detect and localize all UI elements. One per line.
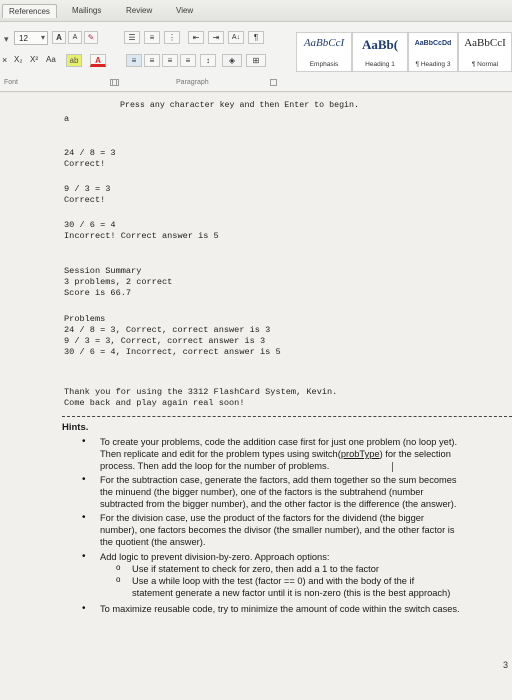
style-sample: AaBbCcI: [303, 37, 345, 49]
hint-sub-line: statement generate a new factor until it is non-zero (this is the best approach): [132, 588, 451, 598]
bullet-icon: •: [82, 512, 86, 523]
ribbon-tab-bar: [0, 0, 512, 22]
console-prompt: Press any character key and then Enter to begin.: [120, 101, 359, 110]
style-sample: AaBbCcI: [464, 37, 506, 49]
bullet-icon: •: [82, 474, 86, 485]
farewell-line: Thank you for using the 3312 FlashCard System, Kevin.: [64, 387, 338, 397]
tab-references[interactable]: References: [2, 4, 57, 18]
style-heading-3[interactable]: [408, 32, 458, 72]
align-center-icon[interactable]: ≡: [144, 54, 160, 67]
result-line: Incorrect! Correct answer is 5: [64, 231, 219, 241]
grow-font-button[interactable]: A: [52, 31, 66, 44]
bullets-icon[interactable]: ☰: [124, 31, 140, 44]
document-page[interactable]: [0, 93, 512, 700]
hint-line: Add logic to prevent division-by-zero. Approach options:: [100, 552, 330, 562]
page-number: 3: [502, 660, 508, 670]
probtype-text: probType: [340, 449, 380, 459]
style-heading-1[interactable]: [352, 32, 408, 72]
strikethrough-icon[interactable]: ×: [2, 55, 8, 65]
hint-line: the quotient (the answer).: [100, 537, 206, 547]
console-caret-input: a: [64, 114, 70, 124]
style-emphasis[interactable]: [296, 32, 352, 72]
shrink-font-button[interactable]: A: [68, 31, 82, 44]
style-name: ¶ Heading 3: [415, 61, 451, 68]
tab-review[interactable]: Review: [126, 6, 153, 15]
summary-count: 3 problems, 2 correct: [64, 277, 173, 287]
paragraph-dialog-launcher-icon[interactable]: [270, 79, 277, 86]
question-line: 9 / 3 = 3: [64, 184, 111, 194]
hint-sub-line: Use a while loop with the test (factor == 0) and with the body of the if: [132, 576, 415, 586]
style-sample: AaBb(: [361, 37, 399, 52]
font-size-select[interactable]: [14, 31, 48, 45]
bullet-icon: •: [82, 603, 86, 614]
highlight-color-icon[interactable]: ab: [66, 54, 82, 67]
justify-icon[interactable]: ≡: [180, 54, 196, 67]
numbering-icon[interactable]: ≡: [144, 31, 160, 44]
bullet-icon: •: [82, 436, 86, 447]
clear-formatting-icon[interactable]: ✎: [84, 31, 98, 44]
tab-view[interactable]: View: [176, 6, 194, 15]
question-line: 30 / 6 = 4: [64, 220, 116, 230]
ribbon: [0, 0, 512, 92]
hint-line: number), one factors becomes the divisor (the smaller number), and the other factor is: [100, 525, 455, 535]
summary-title: Session Summary: [64, 266, 142, 276]
bullet-icon: •: [82, 551, 86, 562]
paragraph-group-label: Paragraph: [176, 79, 209, 86]
subscript-button[interactable]: X₂: [14, 55, 23, 64]
farewell-line: Come back and play again real soon!: [64, 398, 245, 408]
font-size-dropdown-arrow-icon[interactable]: ▾: [4, 34, 9, 44]
sort-button[interactable]: A↓: [228, 31, 244, 44]
section-divider: [62, 416, 512, 417]
style-name: Heading 1: [365, 61, 395, 68]
font-group-label: Font: [4, 79, 19, 86]
result-line: Correct!: [64, 159, 106, 169]
show-formatting-button[interactable]: ¶: [248, 31, 264, 44]
align-right-icon[interactable]: ≡: [162, 54, 178, 67]
hint-sub-line: Use if statement to check for zero, then add a 1 to the factor: [132, 564, 380, 574]
hint-line: For the subtraction case, generate the factors, add them together so the sum becomes: [100, 475, 457, 485]
problem-line: 30 / 6 = 4, Incorrect, correct answer is 5: [64, 347, 281, 357]
hints-title: Hints.: [62, 422, 89, 433]
chevron-down-icon: ▾: [40, 33, 45, 42]
summary-score: Score is 66.7: [64, 288, 132, 298]
increase-indent-icon[interactable]: ⇥: [208, 31, 224, 44]
text-cursor-icon: [392, 462, 398, 472]
clipboard-dialog-launcher-icon[interactable]: [110, 79, 117, 86]
style-name: ¶ Normal: [471, 61, 499, 68]
line-spacing-icon[interactable]: ↕: [200, 54, 216, 67]
decrease-indent-icon[interactable]: ⇤: [188, 31, 204, 44]
question-line: 24 / 8 = 3: [64, 148, 116, 158]
problem-line: 24 / 8 = 3, Correct, correct answer is 3: [64, 325, 271, 335]
tab-mailings[interactable]: Mailings: [72, 6, 102, 15]
problem-line: 9 / 3 = 3, Correct, correct answer is 3: [64, 336, 266, 346]
align-left-icon[interactable]: ≡: [126, 54, 142, 67]
change-case-button[interactable]: Aa: [46, 55, 56, 64]
borders-icon[interactable]: ⊞: [246, 54, 266, 67]
problems-title: Problems: [64, 314, 106, 324]
hint-line: Then replicate and edit for the problem types using switch(probType) for the selection: [100, 449, 451, 459]
style-normal[interactable]: [458, 32, 512, 72]
superscript-button[interactable]: X²: [30, 55, 38, 64]
font-color-icon[interactable]: A: [90, 54, 106, 67]
hint-line: To maximize reusable code, try to minimize the amount of code within the switch cases.: [100, 604, 460, 614]
sub-bullet-icon: o: [116, 575, 121, 584]
hint-line: To create your problems, code the addition case first for just one problem (no loop yet).: [100, 437, 458, 447]
multilevel-list-icon[interactable]: ⋮: [164, 31, 180, 44]
hint-line: process. Then add the loop for the number of problems.: [100, 461, 330, 471]
style-sample: AaBbCcDd: [414, 40, 452, 47]
font-size-value: 12: [19, 34, 28, 43]
result-line: Correct!: [64, 195, 106, 205]
hint-line: the minuend (the bigger number), one of the factors is the subtrahend (number: [100, 487, 424, 497]
shading-icon[interactable]: ◈: [222, 54, 242, 67]
hint-line: subtracted from the bigger number), and the other factor is the difference (the answer).: [100, 499, 457, 509]
sub-bullet-icon: o: [116, 563, 121, 572]
style-name: Emphasis: [309, 61, 339, 68]
hint-line: For the division case, use the product of the factors for the dividend (the bigger: [100, 513, 425, 523]
